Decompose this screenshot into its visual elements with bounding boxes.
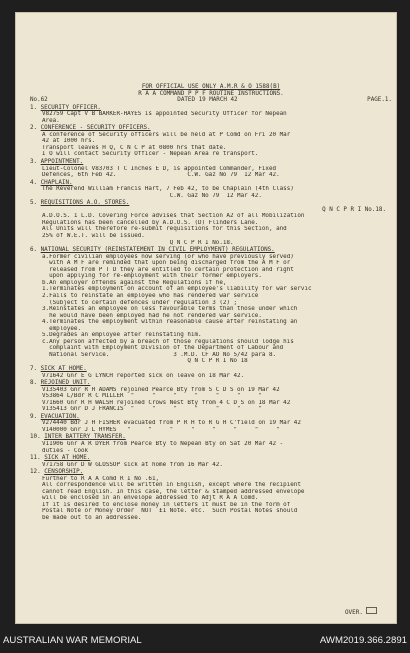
header-page: PAGE.1. (367, 97, 392, 104)
section-heading: REJOINED UNIT. (40, 380, 91, 387)
section-line: complaint with Employment Division of the Department of Labour and (42, 345, 284, 352)
section-line: V53864 L/Bdr R C MILLER " " " " " " " (42, 393, 262, 400)
section-number: 8. (30, 380, 38, 387)
section-line: Q N C P R I No.18. (42, 239, 234, 246)
section-number: 12. (30, 469, 41, 476)
section-line: 1.Terminates employment on account of an employee's liability for war servic (42, 286, 312, 293)
section-line: cannot read English. In this case, the letter & stamped addressed envelope (42, 488, 305, 495)
section-heading: NATIONAL SECURITY (REINSTATEMENT IN CIVIL EMPLOYMENT) REGULATIONS. (40, 247, 275, 254)
section-line: If it is desired to enclose money in letters it must be in the form of (42, 501, 291, 508)
section-reference: Q N C P R I No.18. (322, 206, 386, 213)
header-classification: FOR OFFICIAL USE ONLY A.M.R & O 1588(B) (141, 84, 281, 90)
section-line: 42 at 1000 hrs. (42, 138, 96, 145)
section-line: released from P T D they are entitled to certain protection and right (42, 266, 294, 273)
section (30, 105, 392, 125)
over-label: OVER. (344, 609, 363, 616)
footer-accession: AWM2019.366.2891 (319, 635, 407, 646)
section-heading: CENSORSHIP. (44, 469, 84, 476)
section-line: upon applying for re-employment with their former employers. (42, 273, 262, 280)
footer-bar (0, 628, 410, 653)
header-row (30, 97, 392, 104)
section (30, 414, 392, 434)
section-number: 7. (30, 365, 38, 372)
section (30, 455, 392, 468)
header-date: DATED 19 MARCH 42 (177, 97, 238, 104)
section-number: 6. (30, 247, 38, 254)
section-line: V135413 Gnr D J FRANCIS " " " " " " " (42, 406, 262, 413)
section-number: 2. (30, 125, 38, 132)
section-line: with A M F are reminded that upon being discharged from the A M F or (42, 260, 291, 267)
section-line: 5.Degrades an employee after reinstating him. (42, 332, 202, 339)
ink-mark (366, 607, 377, 614)
section-line: Regulations has been cancelled by A.D.O.S. (D) Flinders Lane. (42, 219, 259, 226)
section-line: Transport leaves H Q, C N C P at 0800 hrs that date. (42, 144, 227, 151)
section-line: will be enclosed in an envelope addressed to Adjt R A A Comd. (42, 495, 259, 502)
section-heading: SECURITY OFFICER. (40, 104, 101, 111)
section (30, 159, 392, 179)
section-number: 3. (30, 159, 38, 166)
section-heading: REQUISITIONS A.O. STORES. (40, 200, 130, 207)
section (30, 125, 392, 158)
section-number: 1. (30, 104, 38, 111)
section-line: V274440 Bdr J H FISHER evacuated from P R H to R G H C'field on 19 Mar 42 (42, 420, 301, 427)
section-line: Lieut-Colonel V83703 T C Inches E D, is appointed Commander, Fixed (42, 165, 277, 172)
section (30, 366, 392, 379)
section-line: b.An employer offends against the Regulations if he, (42, 279, 227, 286)
section-heading: SICK AT HOME. (40, 365, 87, 372)
section-heading: CHAPLAIN. (40, 179, 73, 186)
section-line: V71758 Gnr D W GLOSSOP sick at home from 16 Mar 42. (42, 461, 223, 468)
section-line: V135403 Gnr R H ADAMS rejoined Pearce Bty from S C D S on 19 Mar 42 (42, 386, 280, 393)
section-line: Q N C P R I No 18 (42, 358, 248, 365)
section (30, 247, 392, 365)
section-line: V82759 Capt V B BARKER-HAYES is appointed Security Officer for Nepean (42, 111, 287, 118)
document-page (15, 12, 397, 624)
section-line: A conference of Security officers will be held at P Comd on Fri 20 Mar (42, 131, 291, 138)
section-line: I O will contact Security Officer - Nepean Area re transport. (42, 151, 259, 158)
sections-list (30, 105, 392, 522)
section-line: 25% of W.E.T. will be issued. (42, 233, 145, 240)
section-line: Defences, 6th Feb 42. C.W. Gaz No 79 12 Mar 42. (42, 172, 280, 179)
section-number: 5. (30, 200, 38, 207)
section-line: (Subject to certain defences under regulation 3 (2) ; (42, 299, 238, 306)
section-line: A.D.O.S. 1 L.D. Covering Force advises that Section A2 of all Mobilization (42, 213, 305, 220)
section-line: 3.Reinstates an employee on less favourable terms than those under which (42, 306, 298, 313)
section-number: 4. (30, 179, 38, 186)
section-line: c.Any person affected by a breach of those regulations should lodge his (42, 338, 294, 345)
section-heading: APPOINTMENT. (40, 159, 84, 166)
section (30, 434, 392, 454)
section-line: a.Former civilian employees now serving (or who have previously served) (42, 253, 294, 260)
section-number: 11. (30, 455, 41, 462)
section-number: 9. (30, 413, 38, 420)
section-heading: EVACUATION. (40, 413, 80, 420)
section-number: 10. (30, 434, 41, 441)
section-line: C.W. Gaz No 79 12 Mar 42. (42, 192, 262, 199)
section-line: he would have been employed had he not rendered war service. (42, 312, 262, 319)
section-line: V71642 Gnr E G LYNCH reported sick on leave on 18 Mar 42. (42, 372, 245, 379)
document-header (30, 84, 392, 104)
section-line: All correspondence will be written in English, except where the recipient (42, 482, 301, 489)
section-line: V140000 Gnr J L HYMES " " " " " " " " (42, 426, 280, 433)
section-line: 4.Terminates the employment within reasonable cause after reinstating an (42, 319, 298, 326)
routine-instructions (30, 84, 392, 522)
header-command: R A A COMMAND P P F ROUTINE INSTRUCTIONS. (138, 90, 284, 97)
section-heading: SICK AT HOME. (44, 455, 91, 462)
footer-institution: AUSTRALIAN WAR MEMORIAL (3, 635, 142, 646)
section (30, 180, 392, 200)
section-heading: CONFERENCE - SECURITY OFFICERS. (40, 125, 151, 132)
section-line: V71660 Gnr R H WALSH rejoined Crows Nest Bty from 4 C D S on 18 Mar 42 (42, 399, 291, 406)
section-line: All Units will therefore re-submit requisitions for this Section, and (42, 226, 287, 233)
header-number: No.62 (30, 97, 48, 104)
section-line: National Service. 3 .M.D. CF AO No 5/42 para 8. (42, 351, 277, 358)
section-line: employee. (42, 325, 82, 332)
section-heading: INTER BATTERY TRANSFER. (44, 434, 126, 441)
section-line: 2.Fails to reinstate an employee who has rendered war service (42, 292, 259, 299)
section-line: The Reverend William Francis Hart, 7 Feb 42, to be Chaplain (4th Class) (42, 186, 294, 193)
section-line: V11906 Gnr A R DYER from Pearce Bty to Nepean Bty on Sat 20 Mar 42 - (42, 440, 284, 447)
section-line: Further to R A A Comd R I No .61, (42, 475, 160, 482)
over-marker (345, 607, 377, 616)
section-line: Postal Note or Money Order NOT £1 Note. etc. Such Postal Notes should (42, 508, 298, 515)
section-line: duties - Cook (42, 447, 89, 454)
section (30, 200, 392, 246)
section-line: Area. (42, 117, 60, 124)
section (30, 469, 392, 521)
section-line: be made out to an addressee. (42, 515, 142, 521)
section (30, 380, 392, 413)
